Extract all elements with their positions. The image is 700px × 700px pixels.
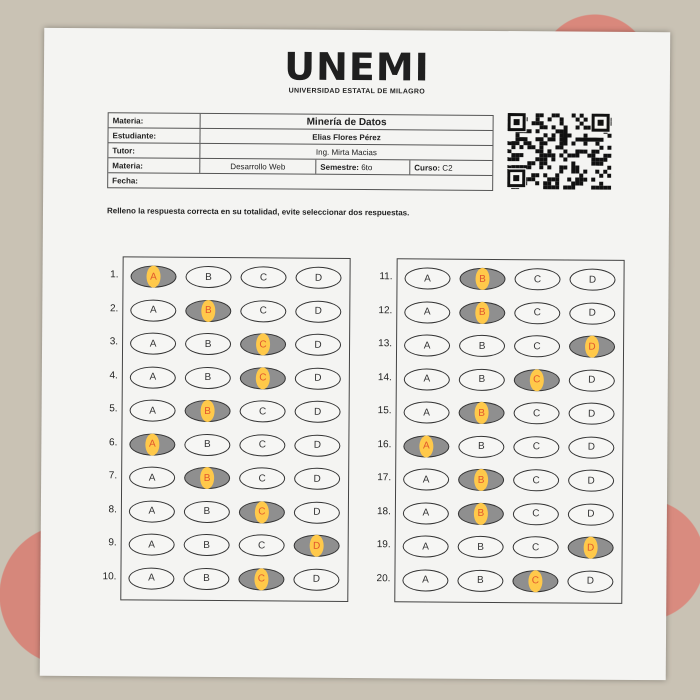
question-number: 8. <box>108 503 117 515</box>
logo-text: UNEMI <box>284 44 430 90</box>
answer-bubble-19-b[interactable]: B <box>458 536 504 558</box>
question-number: 18. <box>376 505 391 517</box>
answer-bubble-12-d[interactable]: D <box>569 302 615 324</box>
curso-cell <box>410 163 452 172</box>
answer-bubble-20-b[interactable]: B <box>457 569 503 591</box>
answer-bubble-1-a[interactable]: A <box>130 265 176 287</box>
answer-bubble-13-b[interactable]: B <box>459 335 505 357</box>
instructions-text: Relleno la respuesta correcta en su totalidad, evite seleccionar dos respuestas. <box>106 206 410 218</box>
answer-bubble-17-d[interactable]: D <box>568 469 614 491</box>
question-number: 7. <box>108 470 118 482</box>
answer-bubble-1-b[interactable]: B <box>185 266 231 288</box>
materia2-value: Desarrollo Web <box>200 159 316 174</box>
answer-bubble-8-b[interactable]: B <box>184 500 230 522</box>
question-number: 5. <box>109 403 118 415</box>
answer-bubble-2-a[interactable]: A <box>130 299 176 321</box>
estudiante-label: Estudiante: <box>108 128 200 143</box>
answer-bubble-3-a[interactable]: A <box>130 332 176 354</box>
tutor-label: Tutor: <box>108 143 200 158</box>
answer-bubble-16-b[interactable]: B <box>458 435 504 457</box>
answer-bubble-4-d[interactable]: D <box>295 367 341 389</box>
answer-bubble-10-d[interactable]: D <box>293 568 339 590</box>
answer-bubble-11-a[interactable]: A <box>404 267 450 289</box>
answer-bubble-13-d[interactable]: D <box>569 335 615 357</box>
answer-bubble-10-c[interactable]: C <box>238 568 284 590</box>
answer-bubble-5-c[interactable]: C <box>240 400 286 422</box>
answer-bubble-17-c[interactable]: C <box>513 469 559 491</box>
answer-bubble-13-c[interactable]: C <box>514 335 560 357</box>
answer-bubble-17-b[interactable]: B <box>458 469 504 491</box>
answer-bubble-18-b[interactable]: B <box>458 502 504 524</box>
tutor-value: Ing. Mirta Macias <box>315 147 377 157</box>
answer-bubble-10-b[interactable]: B <box>183 567 229 589</box>
answer-bubble-18-c[interactable]: C <box>513 503 559 525</box>
answer-bubble-7-a[interactable]: A <box>129 466 175 488</box>
answer-bubble-7-d[interactable]: D <box>294 468 340 490</box>
curso-label: Curso: <box>414 162 441 173</box>
student-info-table <box>107 112 494 191</box>
answer-bubble-12-b[interactable]: B <box>459 301 505 323</box>
answer-bubble-1-d[interactable]: D <box>295 267 341 289</box>
answer-bubble-8-d[interactable]: D <box>294 501 340 523</box>
answer-bubble-18-d[interactable]: D <box>568 503 614 525</box>
question-number: 17. <box>377 472 392 484</box>
answer-bubble-10-a[interactable]: A <box>128 567 174 589</box>
answer-bubble-12-a[interactable]: A <box>404 301 450 323</box>
answer-bubble-11-d[interactable]: D <box>569 268 615 290</box>
question-number: 14. <box>377 371 392 383</box>
answer-bubble-16-a[interactable]: A <box>403 435 449 457</box>
answer-bubble-9-a[interactable]: A <box>129 533 175 555</box>
answer-bubble-11-c[interactable]: C <box>514 268 560 290</box>
university-logo <box>44 46 670 97</box>
answer-bubble-3-c[interactable]: C <box>240 333 286 355</box>
answer-bubble-12-c[interactable]: C <box>514 302 560 324</box>
answer-bubble-19-a[interactable]: A <box>403 535 449 557</box>
question-number: 20. <box>376 572 391 584</box>
answer-bubble-2-c[interactable]: C <box>240 300 286 322</box>
answer-bubble-1-c[interactable]: C <box>240 266 286 288</box>
answer-bubble-13-a[interactable]: A <box>404 334 450 356</box>
question-number: 3. <box>109 336 119 348</box>
answer-bubble-9-d[interactable]: D <box>294 535 340 557</box>
answer-bubble-14-c[interactable]: C <box>514 369 560 391</box>
question-number: 2. <box>109 302 119 314</box>
answer-bubble-5-a[interactable]: A <box>130 399 176 421</box>
semestre-value: 6to <box>361 162 373 172</box>
question-number: 12. <box>378 304 393 316</box>
question-number: 9. <box>108 537 117 549</box>
answer-bubble-5-b[interactable]: B <box>185 400 231 422</box>
answer-bubble-6-a[interactable]: A <box>129 433 175 455</box>
materia-value: Minería de Datos <box>306 116 387 128</box>
question-number: 4. <box>109 369 118 381</box>
question-number: 10. <box>102 570 117 582</box>
logo-subtitle: UNIVERSIDAD ESTATAL DE MILAGRO <box>288 87 426 96</box>
answer-bubble-2-b[interactable]: B <box>185 299 231 321</box>
answer-bubble-16-c[interactable]: C <box>513 436 559 458</box>
answer-bubble-2-d[interactable]: D <box>295 300 341 322</box>
question-number: 1. <box>110 269 119 281</box>
answer-bubble-16-d[interactable]: D <box>568 436 614 458</box>
answer-bubble-9-b[interactable]: B <box>184 534 230 556</box>
answer-bubble-3-d[interactable]: D <box>295 334 341 356</box>
materia-label: Materia: <box>109 113 201 128</box>
answer-bubble-6-b[interactable]: B <box>184 433 230 455</box>
answer-bubble-14-d[interactable]: D <box>569 369 615 391</box>
answer-bubble-20-a[interactable]: A <box>402 569 448 591</box>
semestre-cell <box>316 160 410 175</box>
answer-bubble-3-b[interactable]: B <box>185 333 231 355</box>
answer-bubble-8-a[interactable]: A <box>129 500 175 522</box>
answer-bubble-14-b[interactable]: B <box>459 368 505 390</box>
answer-bubble-7-c[interactable]: C <box>239 467 285 489</box>
answer-bubble-8-c[interactable]: C <box>239 501 285 523</box>
answer-bubble-15-a[interactable]: A <box>404 401 450 423</box>
answer-bubble-7-b[interactable]: B <box>184 467 230 489</box>
materia2-label: Materia: <box>108 158 200 173</box>
answer-bubble-6-d[interactable]: D <box>294 434 340 456</box>
answer-bubble-17-a[interactable]: A <box>403 468 449 490</box>
fecha-value <box>200 181 492 183</box>
fecha-label: Fecha: <box>112 175 139 185</box>
answer-bubble-19-c[interactable]: C <box>513 536 559 558</box>
question-number: 11. <box>379 271 393 283</box>
question-number: 13. <box>378 338 393 350</box>
question-number: 19. <box>376 539 391 551</box>
answer-bubble-6-c[interactable]: C <box>239 434 285 456</box>
qr-code-icon <box>507 113 612 190</box>
answer-bubble-20-c[interactable]: C <box>512 570 558 592</box>
answer-bubble-4-a[interactable]: A <box>130 366 176 388</box>
question-number: 6. <box>108 436 118 448</box>
answer-bubble-20-d[interactable]: D <box>567 570 613 592</box>
question-number: 16. <box>377 438 392 450</box>
answer-bubble-19-d[interactable]: D <box>568 536 614 558</box>
estudiante-value: Elias Flores Pérez <box>312 132 381 142</box>
answer-bubble-14-a[interactable]: A <box>404 368 450 390</box>
answer-bubble-11-b[interactable]: B <box>459 268 505 290</box>
answer-bubble-15-b[interactable]: B <box>459 402 505 424</box>
answer-bubble-15-d[interactable]: D <box>569 402 615 424</box>
semestre-label: Semestre: <box>320 162 360 172</box>
curso-value: C2 <box>442 163 453 173</box>
answer-bubble-15-c[interactable]: C <box>514 402 560 424</box>
answer-bubble-9-c[interactable]: C <box>239 534 285 556</box>
answer-bubble-18-a[interactable]: A <box>403 502 449 524</box>
answer-bubble-4-b[interactable]: B <box>185 366 231 388</box>
question-number: 15. <box>377 405 392 417</box>
answer-bubble-5-d[interactable]: D <box>295 401 341 423</box>
answer-sheet <box>40 28 671 680</box>
answer-bubble-4-c[interactable]: C <box>240 367 286 389</box>
